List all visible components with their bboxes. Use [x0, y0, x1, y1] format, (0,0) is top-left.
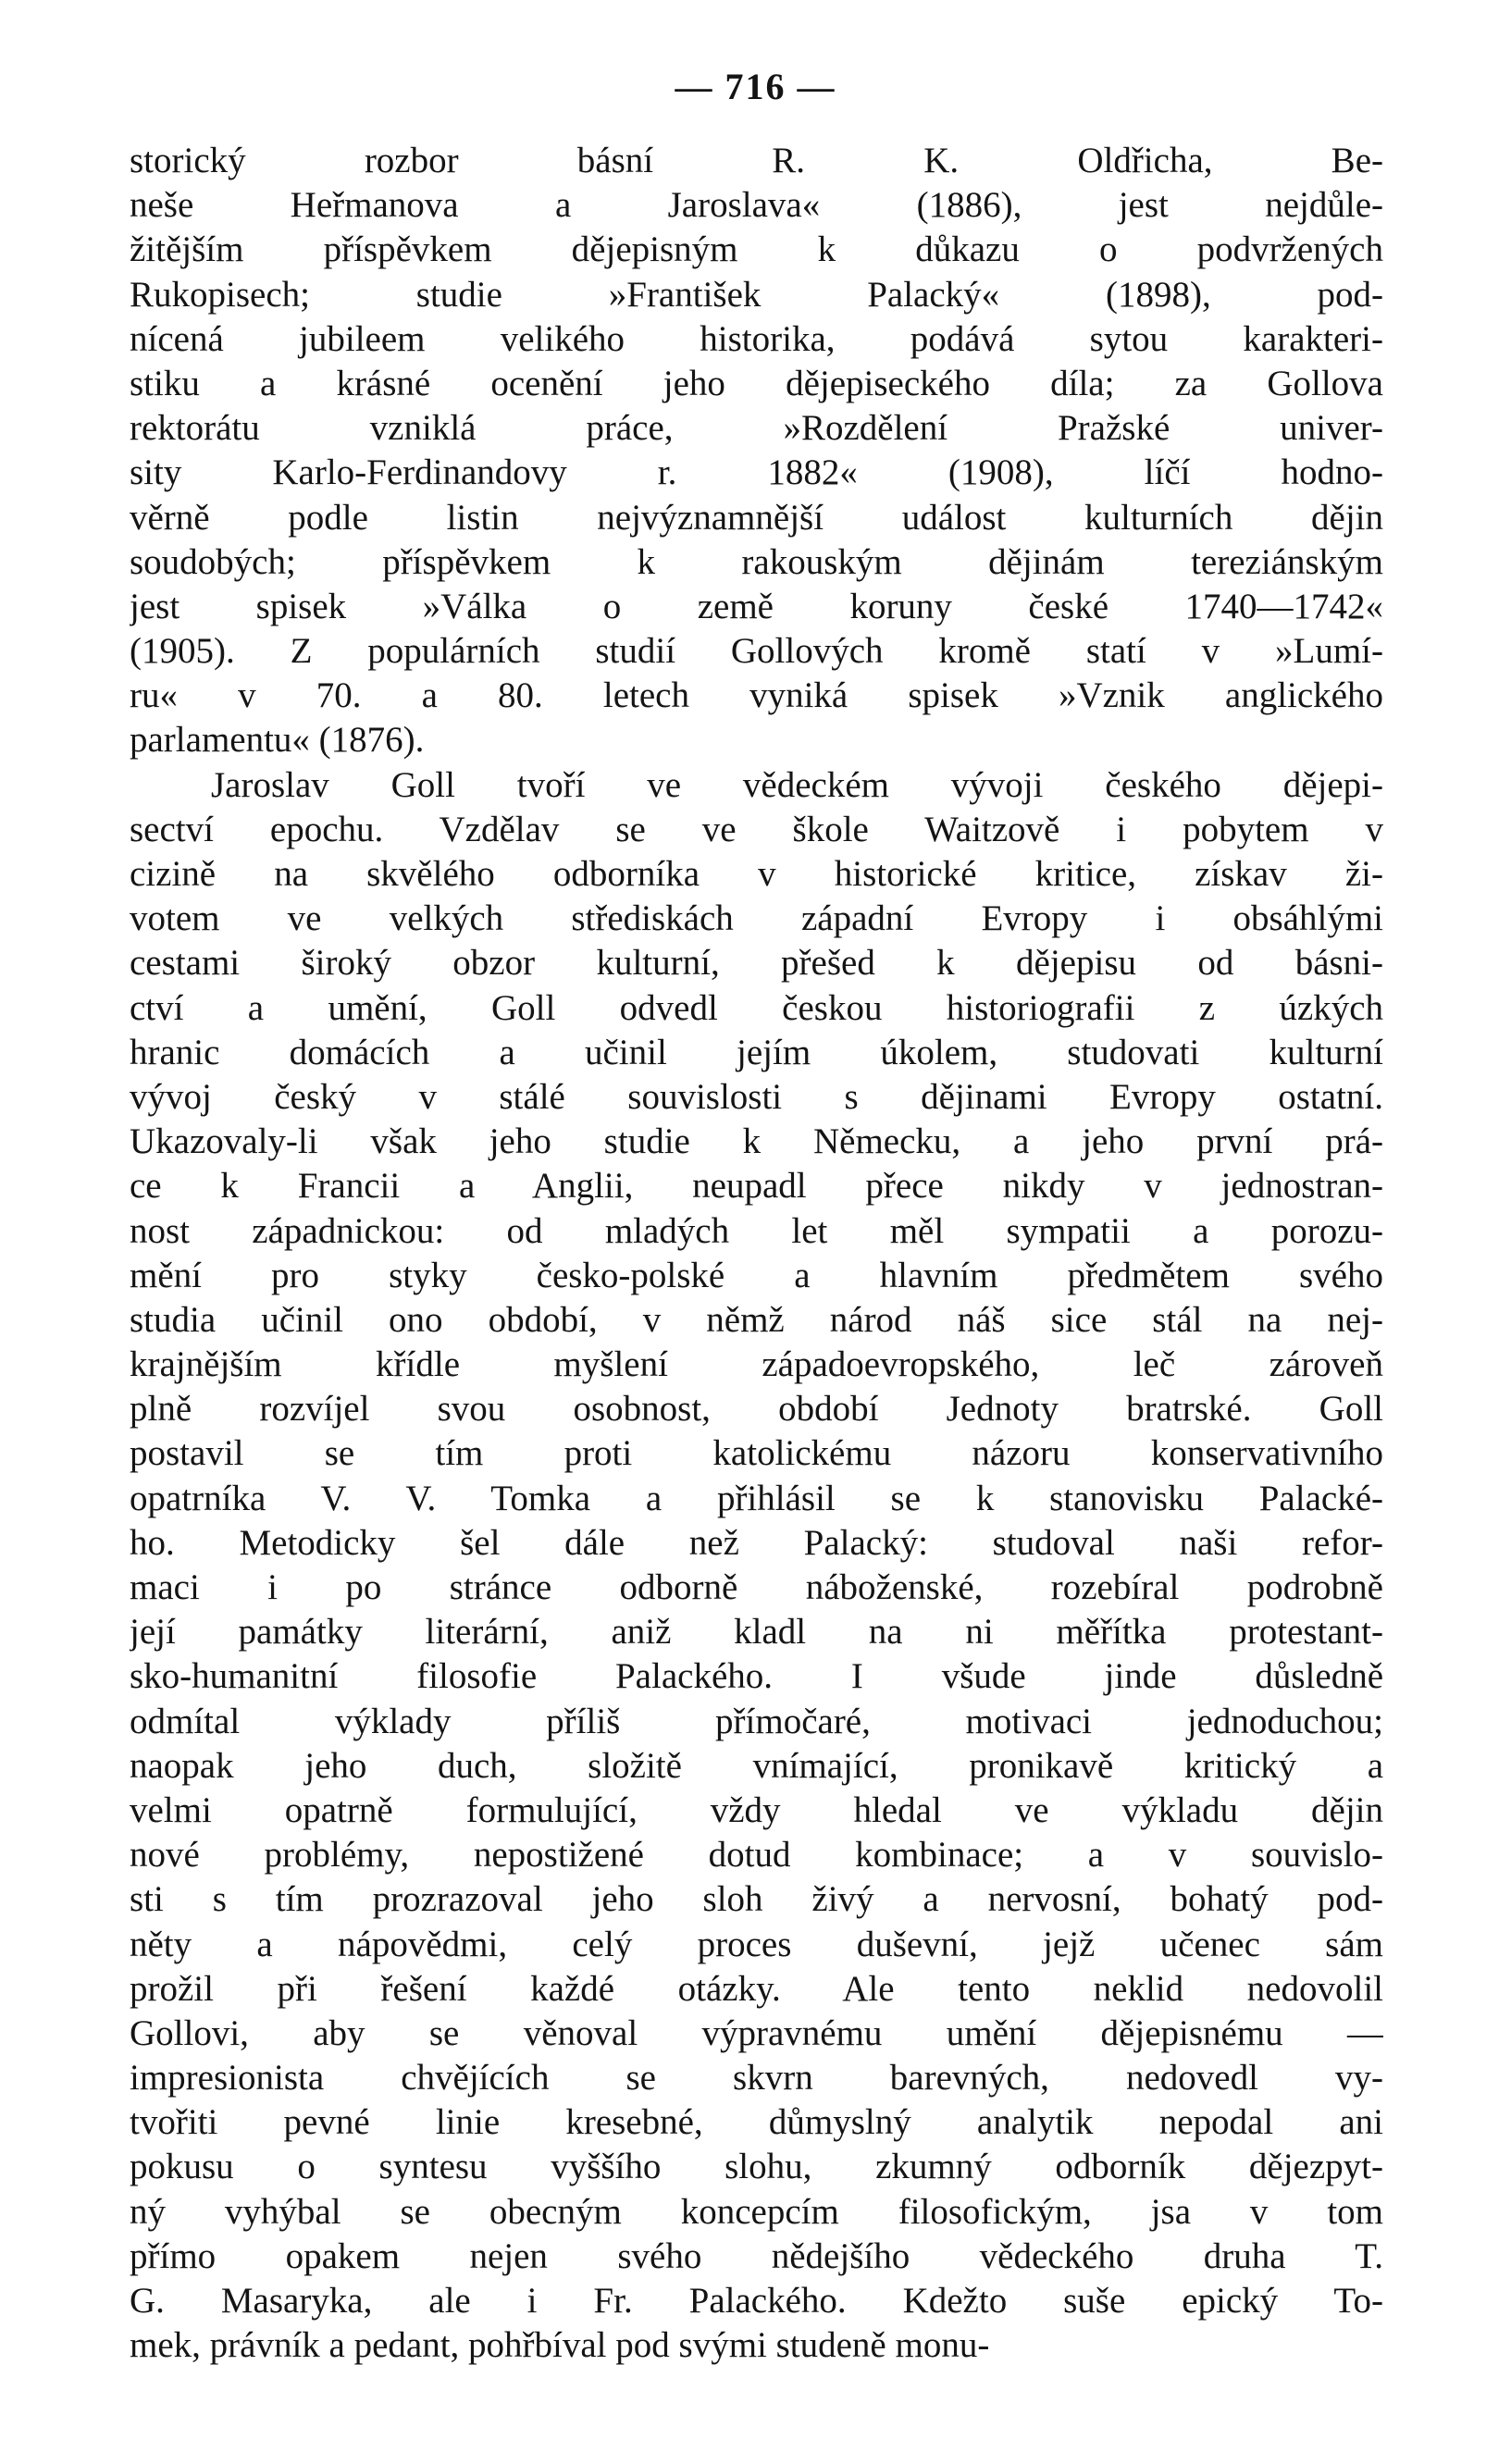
text-line: Ukazovaly-li však jeho studie k Německu, a jeho první prá- — [130, 1121, 1383, 1162]
text-line: parlamentu« (1876). — [130, 720, 425, 761]
paragraph — [130, 763, 1383, 2369]
page-number: — 716 — — [675, 66, 836, 107]
text-line: přímo opakem nejen svého nědejšího vědeckého druha T. — [130, 2235, 1383, 2276]
text-line: stiku a krásné ocenění jeho dějepiseckého díla; za Gollova — [130, 363, 1383, 403]
text-line: Gollovi, aby se věnoval výpravnému umění dějepisnému — — [130, 2012, 1383, 2053]
text-line: krajnějším křídle myšlení západoevropského, leč zároveň — [130, 1344, 1383, 1385]
text-line: sity Karlo-Ferdinandovy r. 1882« (1908), líčí hodno- — [130, 452, 1383, 493]
text-line: soudobých; příspěvkem k rakouským dějinám tereziánským — [130, 541, 1383, 582]
text-line: nost západnickou: od mladých let měl sympatii a porozu- — [130, 1210, 1383, 1251]
text-line: postavil se tím proti katolickému názoru konservativního — [130, 1433, 1383, 1474]
text-line: prožil při řešení každé otázky. Ale tento neklid nedovolil — [130, 1968, 1383, 2009]
text-line: pokusu o syntesu vyššího slohu, zkumný odborník dějezpyt- — [130, 2147, 1383, 2187]
text-line: plně rozvíjel svou osobnost, období Jednoty bratrské. Goll — [130, 1389, 1383, 1430]
body-text — [130, 139, 1383, 2368]
text-line: cestami široký obzor kulturní, přešed k dějepisu od básni- — [130, 943, 1383, 984]
text-line: vývoj český v stálé souvislosti s dějinami Evropy ostatní. — [130, 1076, 1383, 1117]
text-line: ctví a umění, Goll odvedl českou historiografii z úzkých — [130, 987, 1383, 1028]
text-line: velmi opatrně formulující, vždy hledal ve výkladu dějin — [130, 1789, 1383, 1830]
text-line: G. Masaryka, ale i Fr. Palackého. Kdežto suše epický To- — [130, 2281, 1383, 2321]
text-line: rektorátu vzniklá práce, »Rozdělení Pražské univer- — [130, 408, 1383, 449]
text-line: jest spisek »Válka o země koruny české 1740—1742« — [130, 586, 1383, 626]
text-line: neše Heřmanova a Jaroslava« (1886), jest nejdůle- — [130, 185, 1383, 226]
text-line: žitějším příspěvkem dějepisným k důkazu o podvržených — [130, 229, 1383, 270]
text-line: nícená jubileem velikého historika, podává sytou karakteri- — [130, 318, 1383, 359]
paragraph — [130, 139, 1383, 763]
text-line: tvořiti pevné linie kresebné, důmyslný analytik nepodal ani — [130, 2102, 1383, 2143]
text-line: (1905). Z populárních studií Gollových kromě statí v »Lumí- — [130, 631, 1383, 672]
text-line: mek, právník a pedant, pohřbíval pod svými studeně monu- — [130, 2325, 990, 2366]
text-line: hranic domácích a učinil jejím úkolem, studovati kulturní — [130, 1032, 1383, 1072]
text-line: Jaroslav Goll tvoří ve vědeckém vývoji českého dějepi- — [211, 764, 1383, 805]
text-line: studia učinil ono období, v němž národ náš sice stál na nej- — [130, 1299, 1383, 1340]
text-line: naopak jeho duch, složitě vnímající, pronikavě kritický a — [130, 1745, 1383, 1786]
text-line: něty a nápovědmi, celý proces duševní, jejž učenec sám — [130, 1924, 1383, 1964]
text-line: ho. Metodicky šel dále než Palacký: studoval naši refor- — [130, 1522, 1383, 1563]
text-line: ru« v 70. a 80. letech vyniká spisek »Vznik anglického — [130, 675, 1383, 716]
text-line: odmítal výklady příliš přímočaré, motivaci jednoduchou; — [130, 1701, 1383, 1741]
text-line: maci i po stránce odborně náboženské, rozebíral podrobně — [130, 1567, 1383, 1607]
text-line: nové problémy, nepostižené dotud kombinace; a v souvislo- — [130, 1835, 1383, 1876]
text-line: ce k Francii a Anglii, neupadl přece nikdy v jednostran- — [130, 1166, 1383, 1207]
text-line: mění pro styky česko-polské a hlavním předmětem svého — [130, 1255, 1383, 1295]
text-line: věrně podle listin nejvýznamnější událost kulturních dějin — [130, 497, 1383, 538]
text-line: sko-humanitní filosofie Palackého. I všude jinde důsledně — [130, 1656, 1383, 1697]
text-line: storický rozbor básní R. K. Oldřicha, Be- — [130, 141, 1383, 180]
text-line: cizině na skvělého odborníka v historické kritice, získav ži- — [130, 854, 1383, 894]
text-line: ný vyhýbal se obecným koncepcím filosofickým, jsa v tom — [130, 2191, 1383, 2232]
text-line: opatrníka V. V. Tomka a přihlásil se k stanovisku Palacké- — [130, 1478, 1383, 1518]
text-line: sectví epochu. Vzdělav se ve škole Waitzově i pobytem v — [130, 809, 1383, 849]
text-line: votem ve velkých střediskách západní Evropy i obsáhlými — [130, 898, 1383, 939]
text-line: impresionista chvějících se skvrn barevných, nedovedl vy- — [130, 2058, 1383, 2099]
text-line: sti s tím prozrazoval jeho sloh živý a nervosní, bohatý pod- — [130, 1879, 1383, 1920]
text-line: její památky literární, aniž kladl na ni měřítka protestant- — [130, 1612, 1383, 1653]
text-line: Rukopisech; studie »František Palacký« (1898), pod- — [130, 274, 1383, 315]
